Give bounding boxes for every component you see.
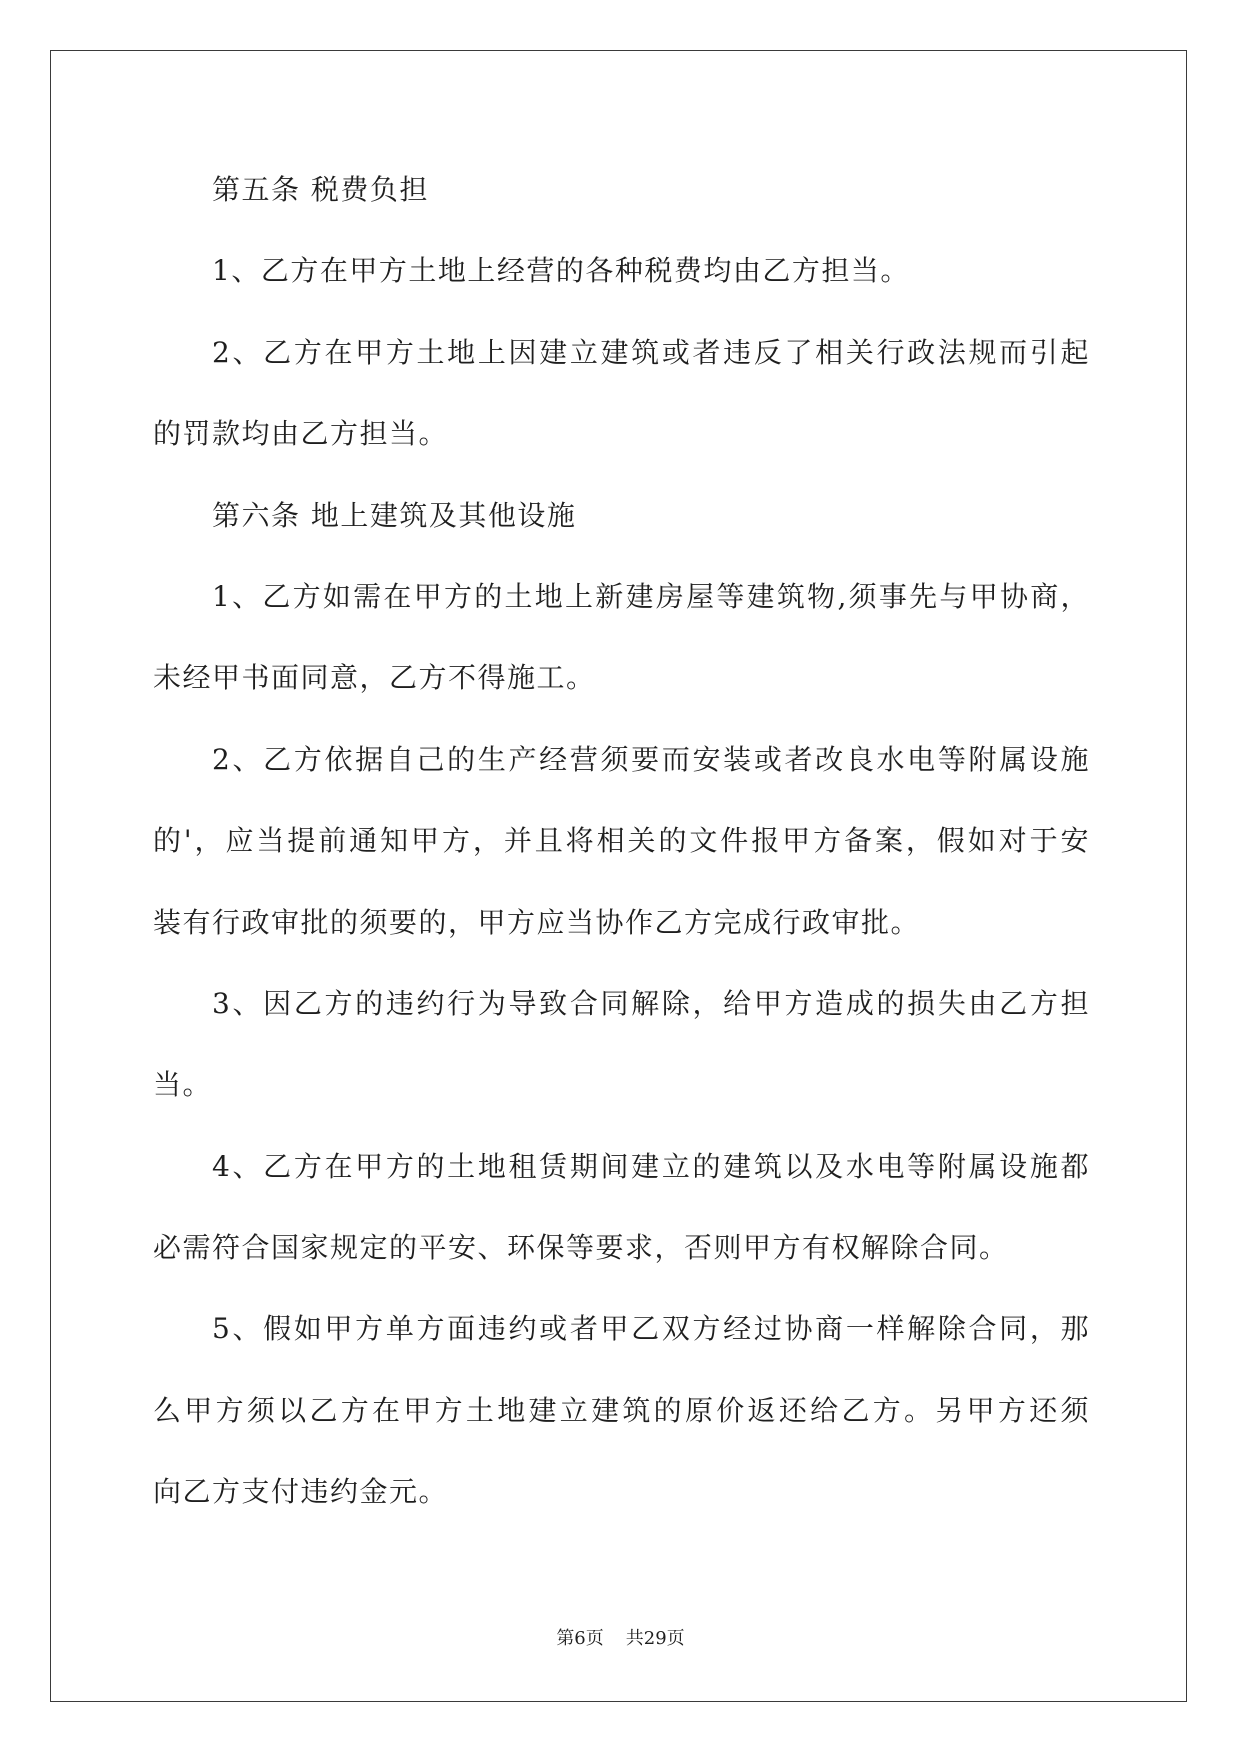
paragraph-line: 1、乙方如需在甲方的土地上新建房屋等建筑物,须事先与甲协商， [212,579,1090,613]
paragraph-line: 2、乙方依据自己的生产经营须要而安装或者改良水电等附属设施 [212,742,1090,776]
paragraph-line: 5、假如甲方单方面违约或者甲乙双方经过协商一样解除合同，那 [212,1312,1090,1346]
paragraph-line: 么甲方须以乙方在甲方土地建立建筑的原价返还给乙方。另甲方还须 [153,1393,1090,1427]
paragraph-line: 2、乙方在甲方土地上因建立建筑或者违反了相关行政法规而引起 [212,335,1090,369]
paragraph [153,1288,1090,1532]
paragraph-line: 的罚款均由乙方担当。 [153,417,449,451]
page-number-current: 第6页 [556,1628,604,1649]
paragraph [153,312,1090,475]
paragraph [153,719,1090,963]
section-heading: 第五条 税费负担 [212,173,429,206]
article-heading [153,149,1090,230]
paragraph-line: 的'，应当提前通知甲方，并且将相关的文件报甲方备案，假如对于安 [153,824,1090,858]
article-heading [153,475,1090,556]
paragraph [153,1126,1090,1289]
paragraph-line: 装有行政审批的须要的，甲方应当协作乙方完成行政审批。 [153,905,921,939]
paragraph-line: 4、乙方在甲方的土地租赁期间建立的建筑以及水电等附属设施都 [212,1149,1090,1183]
paragraph [153,963,1090,1126]
paragraph-line: 必需符合国家规定的平安、环保等要求，否则甲方有权解除合同。 [153,1231,1009,1265]
paragraph-line: 当。 [153,1068,213,1102]
paragraph-line: 向乙方支付违约金元。 [153,1475,449,1509]
page-number-total: 共29页 [625,1628,685,1649]
document-body [153,149,1090,1533]
paragraph [153,230,1090,311]
paragraph-line: 1、乙方在甲方土地上经营的各种税费均由乙方担当。 [212,254,910,288]
page-footer [0,1626,1241,1652]
paragraph [153,556,1090,719]
paragraph-line: 3、因乙方的违约行为导致合同解除，给甲方造成的损失由乙方担 [212,986,1090,1020]
paragraph-line: 未经甲书面同意，乙方不得施工。 [153,661,596,695]
section-heading: 第六条 地上建筑及其他设施 [212,498,577,532]
